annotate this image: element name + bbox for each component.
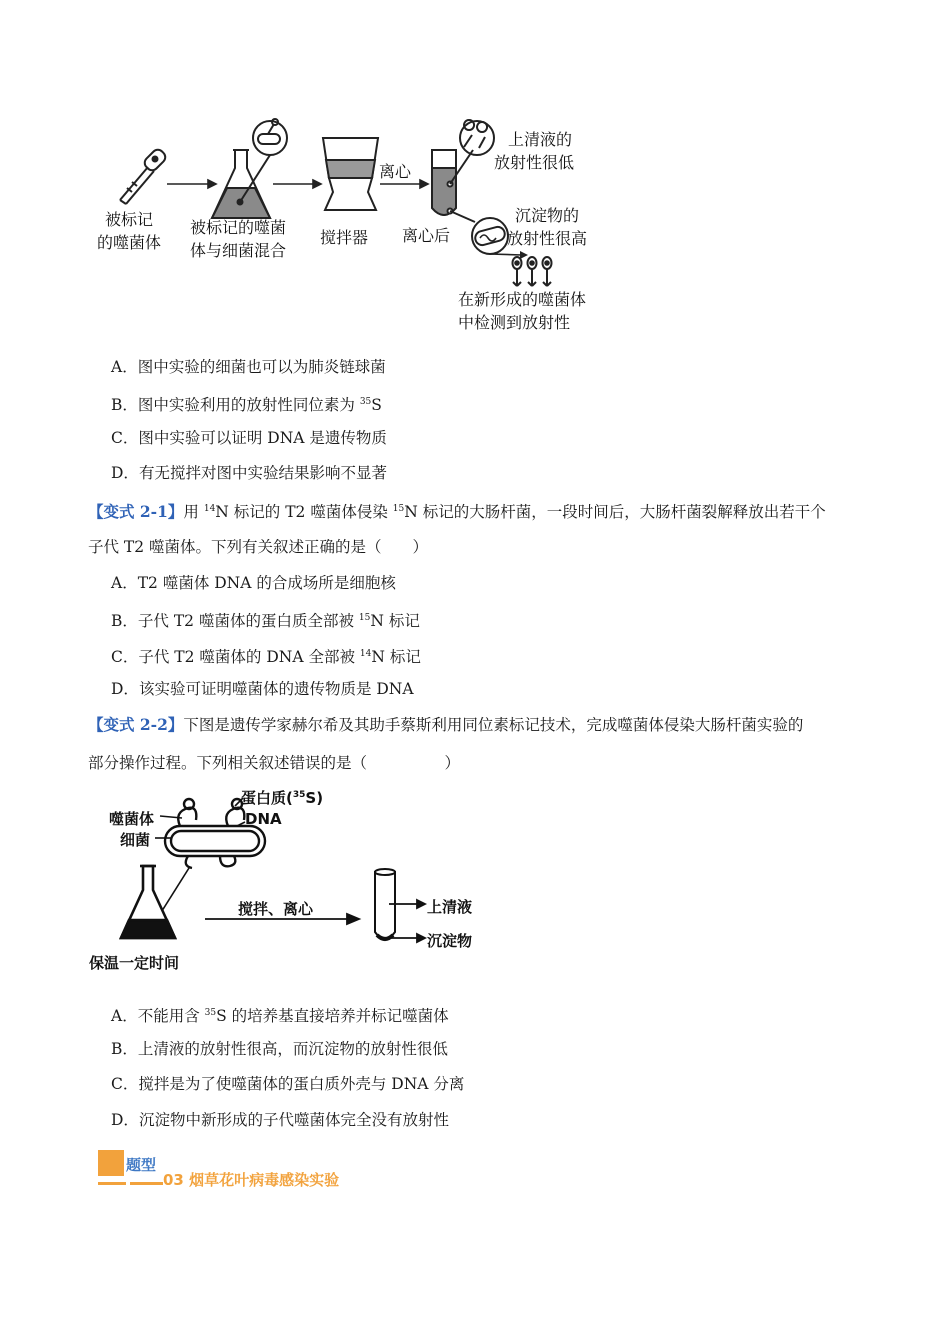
label-incubate: 保温一定时间 bbox=[89, 954, 180, 972]
label-supernatant: 上清液 bbox=[427, 898, 473, 916]
v22-option-c[interactable]: C．搅拌是为了使噬菌体的蛋白质外壳与 DNA 分离 bbox=[111, 1075, 465, 1093]
label-supernatant: 上清液的 放射性很低 bbox=[494, 130, 575, 172]
label-blender: 搅拌器 bbox=[320, 228, 369, 247]
section-header-title: 03 烟草花叶病毒感染实验 bbox=[163, 1171, 340, 1189]
v21-option-c[interactable]: C．子代 T2 噬菌体的 DNA 全部被 $^{14}$N 标记 bbox=[111, 648, 421, 666]
v22-option-d[interactable]: D．沉淀物中新形成的子代噬菌体完全没有放射性 bbox=[111, 1111, 449, 1129]
label-dna: DNA bbox=[245, 810, 282, 828]
variant-2-2-stem-line2: 部分操作过程。下列相关叙述错误的是（ ） bbox=[88, 754, 461, 772]
label-new-phage: 在新形成的噬菌体 中检测到放射性 bbox=[458, 290, 587, 332]
centrifuge-tube-icon bbox=[432, 150, 475, 222]
label-stir-centrifuge: 搅拌、离心 bbox=[238, 900, 314, 918]
label-sediment: 沉淀物 bbox=[427, 932, 473, 950]
label-bacteria: 细菌 bbox=[120, 831, 151, 849]
supernatant-phage-icon bbox=[460, 120, 494, 155]
v22-option-b[interactable]: B．上清液的放射性很高，而沉淀物的放射性很低 bbox=[111, 1040, 448, 1058]
label-mix: 被标记的噬菌 体与细菌混合 bbox=[190, 218, 287, 260]
blender-icon bbox=[322, 138, 379, 210]
q1-option-a[interactable]: A．图中实验的细菌也可以为肺炎链球菌 bbox=[111, 358, 386, 376]
variant-2-2-tag: 【变式 2-2】 bbox=[88, 715, 184, 734]
label-after-centrifuge: 离心后 bbox=[402, 226, 451, 245]
v21-option-d[interactable]: D．该实验可证明噬菌体的遗传物质是 DNA bbox=[111, 680, 414, 698]
sediment-bacteria-icon bbox=[472, 218, 508, 254]
q1-option-b[interactable]: B．图中实验利用的放射性同位素为 $^{35}$S bbox=[111, 396, 382, 414]
new-phage-icon bbox=[513, 257, 552, 286]
labeled-phage-icon bbox=[120, 147, 168, 204]
v22-option-a[interactable]: A．不能用含 $^{35}$S 的培养基直接培养并标记噬菌体 bbox=[111, 1007, 449, 1025]
section-header-word: 题型 bbox=[126, 1156, 157, 1174]
label-labeled-phage: 被标记 的噬菌体 bbox=[97, 210, 162, 252]
label-sediment: 沉淀物的 放射性很高 bbox=[507, 206, 588, 248]
section-header-underline-right bbox=[130, 1182, 163, 1185]
flask-icon bbox=[212, 150, 270, 218]
q1-option-c[interactable]: C．图中实验可以证明 DNA 是遗传物质 bbox=[111, 429, 387, 447]
section-header-underline-left bbox=[98, 1182, 126, 1185]
variant-2-1-stem-line1: 【变式 2-1】用 $^{14}$N 标记的 T2 噬菌体侵染 $^{15}$N 标记的大肠杆菌，一段时间后，大肠杆菌裂解释放出若干个 bbox=[88, 502, 826, 521]
v21-option-a[interactable]: A．T2 噬菌体 DNA 的合成场所是细胞核 bbox=[111, 574, 396, 592]
label-protein: 蛋白质($^{35}$S) bbox=[241, 789, 324, 807]
variant-2-1-stem-line2: 子代 T2 噬菌体。下列有关叙述正确的是（ ） bbox=[88, 538, 429, 556]
variant-2-2-stem-line1: 【变式 2-2】下图是遗传学家赫尔希及其助手蔡斯利用同位素标记技术，完成噬菌体侵染大肠杆菌实验的 bbox=[88, 715, 804, 734]
label-phage: 噬菌体 bbox=[109, 810, 155, 828]
v21-option-b[interactable]: B．子代 T2 噬菌体的蛋白质全部被 $^{15}$N 标记 bbox=[111, 612, 420, 630]
section-header-marker bbox=[98, 1150, 124, 1176]
variant-2-1-tag: 【变式 2-1】 bbox=[88, 502, 184, 521]
q1-option-d[interactable]: D．有无搅拌对图中实验结果影响不显著 bbox=[111, 464, 387, 482]
label-centrifuge-arrow: 离心 bbox=[379, 162, 412, 181]
